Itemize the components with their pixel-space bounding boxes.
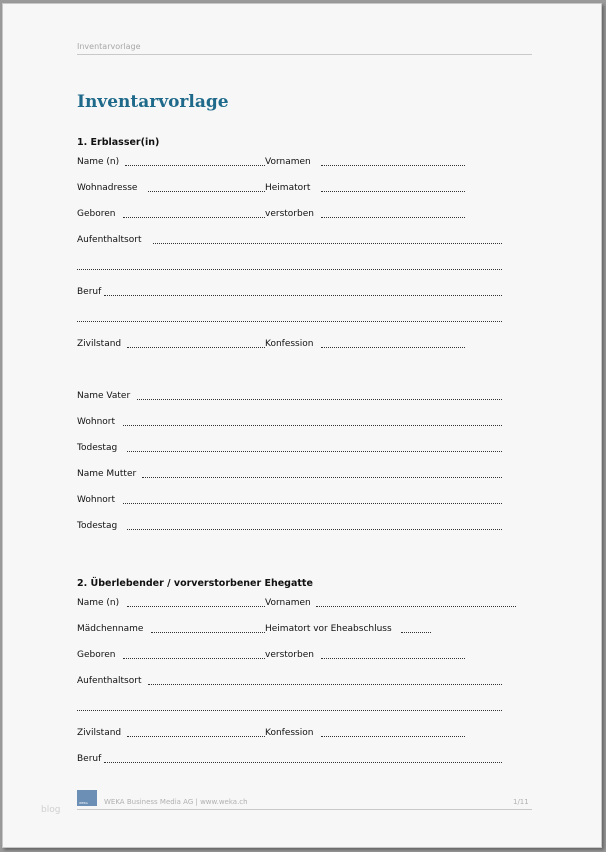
label-verstorben-2: verstorben — [265, 650, 314, 660]
label-name-mutter: Name Mutter — [77, 469, 137, 479]
label-konfession-2: Konfession — [265, 728, 314, 738]
label-verstorben: verstorben — [265, 209, 314, 219]
field-wohnadresse[interactable] — [148, 191, 265, 192]
field-aufenthaltsort[interactable] — [153, 243, 502, 244]
field-name-mutter[interactable] — [142, 477, 502, 478]
running-header: Inventarvorlage — [77, 42, 532, 55]
footer-company: WEKA Business Media AG | www.weka.ch — [104, 798, 248, 806]
page-title: Inventarvorlage — [77, 92, 229, 112]
label-heimatort: Heimatort — [265, 183, 311, 193]
field-zivilstand[interactable] — [127, 347, 265, 348]
field-beruf[interactable] — [104, 295, 502, 296]
field-geboren[interactable] — [123, 217, 265, 218]
field-todestag-vater[interactable] — [127, 451, 502, 452]
label-name: Name (n) — [77, 157, 120, 167]
label-zivilstand-2: Zivilstand — [77, 728, 122, 738]
field-beruf-2[interactable] — [104, 762, 502, 763]
label-beruf: Beruf — [77, 287, 102, 297]
label-name-2: Name (n) — [77, 598, 120, 608]
field-wohnort-mutter[interactable] — [123, 503, 502, 504]
label-zivilstand: Zivilstand — [77, 339, 122, 349]
weka-logo-text: WEKA — [79, 801, 88, 805]
label-beruf-2: Beruf — [77, 754, 102, 764]
field-maedchenname[interactable] — [151, 632, 265, 633]
label-wohnort-vater: Wohnort — [77, 417, 116, 427]
label-konfession: Konfession — [265, 339, 314, 349]
field-konfession-2[interactable] — [321, 736, 465, 737]
section-heading-ehegatte: 2. Überlebender / vorverstorbener Ehegatte — [77, 578, 313, 589]
field-name-vater[interactable] — [137, 399, 502, 400]
field-name-2[interactable] — [127, 606, 265, 607]
label-vornamen: Vornamen — [265, 157, 311, 167]
weka-logo — [77, 790, 97, 806]
field-aufenthaltsort-line2[interactable] — [77, 269, 502, 270]
watermark-blog: blog — [41, 805, 61, 815]
label-vornamen-2: Vornamen — [265, 598, 311, 608]
field-todestag-mutter[interactable] — [127, 529, 502, 530]
field-verstorben[interactable] — [321, 217, 465, 218]
field-vornamen[interactable] — [321, 165, 465, 166]
field-verstorben-2[interactable] — [321, 658, 465, 659]
label-wohnort-mutter: Wohnort — [77, 495, 116, 505]
document-page — [2, 3, 602, 848]
field-konfession[interactable] — [321, 347, 465, 348]
section-heading-erblasser: 1. Erblasser(in) — [77, 137, 160, 148]
field-name[interactable] — [125, 165, 265, 166]
label-aufenthaltsort: Aufenthaltsort — [77, 235, 142, 245]
field-wohnort-vater[interactable] — [123, 425, 502, 426]
label-geboren-2: Geboren — [77, 650, 116, 660]
field-heimatort[interactable] — [321, 191, 465, 192]
field-vornamen-2[interactable] — [316, 606, 516, 607]
field-heimatort-vor-eheabschluss[interactable] — [401, 632, 431, 633]
label-name-vater: Name Vater — [77, 391, 131, 401]
label-wohnadresse: Wohnadresse — [77, 183, 138, 193]
label-geboren: Geboren — [77, 209, 116, 219]
label-todestag-mutter: Todestag — [77, 521, 118, 531]
label-aufenthaltsort-2: Aufenthaltsort — [77, 676, 142, 686]
field-geboren-2[interactable] — [123, 658, 265, 659]
footer-divider — [77, 809, 532, 810]
footer-page-number: 1/11 — [513, 798, 529, 806]
field-zivilstand-2[interactable] — [127, 736, 265, 737]
field-beruf-line2[interactable] — [77, 321, 502, 322]
label-todestag-vater: Todestag — [77, 443, 118, 453]
label-heimatort-vor-eheabschluss: Heimatort vor Eheabschluss — [265, 624, 392, 634]
label-maedchenname: Mädchenname — [77, 624, 144, 634]
field-aufenthaltsort-2-line2[interactable] — [77, 710, 502, 711]
field-aufenthaltsort-2[interactable] — [148, 684, 502, 685]
